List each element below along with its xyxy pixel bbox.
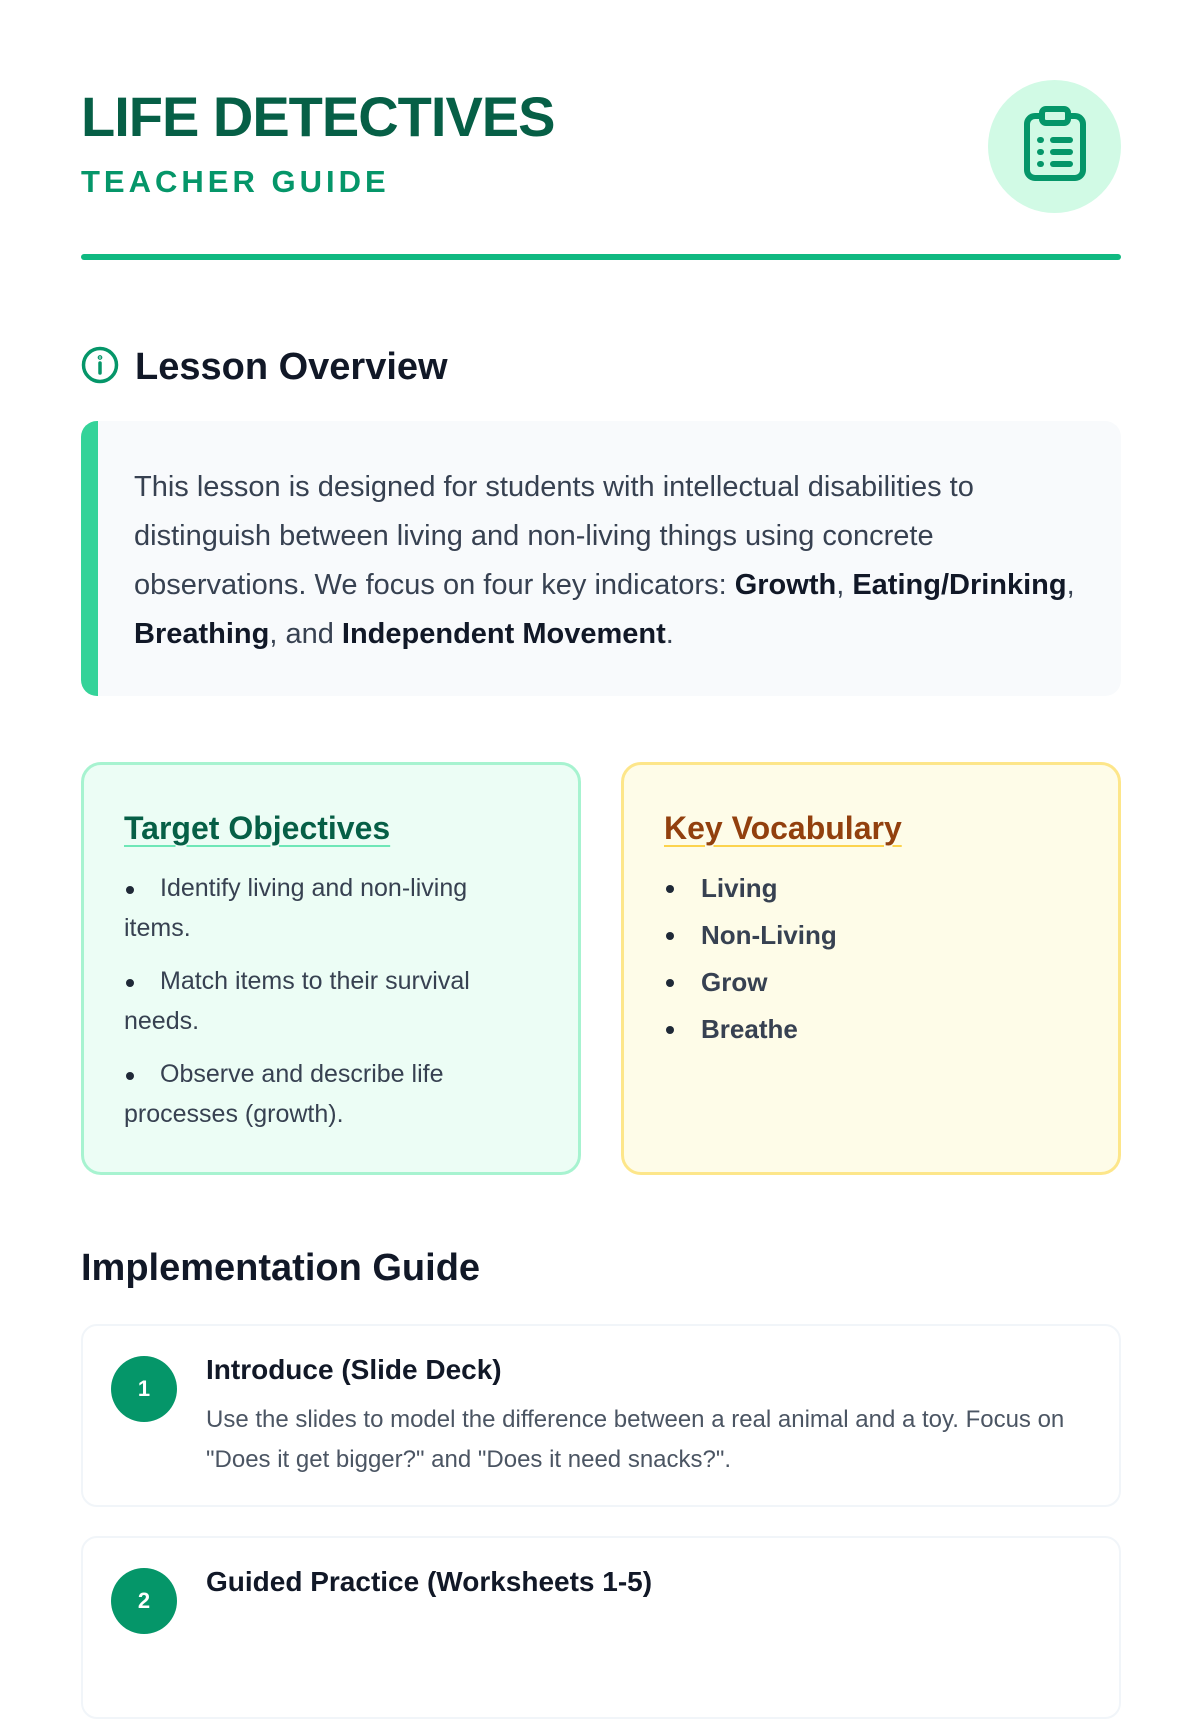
objective-item: Match items to their survival needs. (124, 961, 538, 1041)
step-description: Use the slides to model the difference between a real animal and a toy. Focus on "Does it get bigger?" and "Does it need snacks?". (206, 1406, 1065, 1473)
indicator-breathing: Breathing (134, 618, 270, 650)
indicator-movement: Independent Movement (341, 618, 666, 650)
page-subtitle: TEACHER GUIDE (81, 164, 390, 199)
objectives-list (124, 868, 538, 1134)
overview-separator: , (1066, 569, 1075, 601)
overview-callout (81, 421, 1121, 696)
step-title: Introduce (Slide Deck) (206, 1354, 502, 1385)
step-card (81, 1536, 1121, 1719)
page-title: LIFE DETECTIVES (81, 85, 555, 148)
vocabulary-list (664, 868, 1078, 1049)
step-number-badge: 1 (111, 1356, 177, 1422)
vocabulary-item: Breathe (664, 1009, 1078, 1049)
overview-text (134, 463, 1079, 659)
indicator-growth: Growth (734, 569, 837, 601)
vocabulary-item: Non-Living (664, 915, 1078, 955)
overview-title: Lesson Overview (135, 346, 448, 388)
objective-item: Identify living and non-living items. (124, 868, 538, 948)
overview-intro: This lesson is designed for students with intellectual disabilities to distinguish between living and non-living things using concrete observations. We focus on four key indicators: (134, 471, 974, 601)
overview-end: . (665, 618, 674, 650)
vocabulary-item: Living (664, 868, 1078, 908)
objectives-card (81, 762, 581, 1175)
implementation-title: Implementation Guide (81, 1247, 481, 1289)
indicator-eating-drinking: Eating/Drinking (852, 569, 1067, 601)
overview-heading (81, 342, 448, 392)
clipboard-badge (988, 80, 1121, 213)
vocabulary-item: Grow (664, 962, 1078, 1002)
vocabulary-card (621, 762, 1121, 1175)
clipboard-list-icon (1023, 106, 1087, 187)
vocabulary-title: Key Vocabulary (664, 810, 902, 846)
header-divider (81, 254, 1121, 260)
objectives-title: Target Objectives (124, 810, 391, 846)
objective-item: Observe and describe life processes (growth). (124, 1054, 538, 1134)
page-header (81, 84, 1121, 260)
overview-separator: , and (269, 618, 342, 650)
step-number-badge: 2 (111, 1568, 177, 1634)
overview-separator: , (836, 569, 853, 601)
step-title: Guided Practice (Worksheets 1-5) (206, 1566, 653, 1597)
info-circle-icon (81, 346, 119, 389)
step-card (81, 1324, 1121, 1507)
